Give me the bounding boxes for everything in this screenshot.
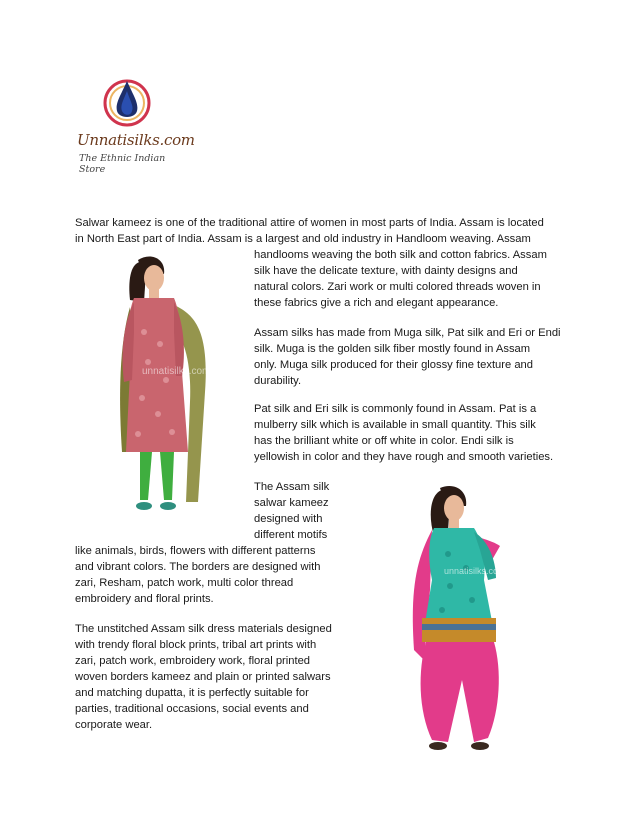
text-line: designed with <box>254 513 323 525</box>
text-line: different motifs <box>254 529 328 541</box>
text-line: these fabrics give a rich and elegant appearance. <box>254 297 499 309</box>
text-line: and vibrant colors. The borders are designed with <box>75 561 321 573</box>
logo-tagline: The Ethnic Indian Store <box>79 153 166 175</box>
text-line: The unstitched Assam silk dress materials designed <box>75 623 332 635</box>
text-line: has the brilliant white or off white in color. Endi silk is <box>254 435 514 447</box>
text-line: durability. <box>254 375 302 387</box>
logo-brand-text: Unnatisilks.com <box>77 131 195 149</box>
text-line: Assam silks has made from Muga silk, Pat silk and Eri or Endi <box>254 327 561 339</box>
text-line: mulberry silk which is available in small quantity. This silk <box>254 419 536 431</box>
text-line: embroidery and floral prints. <box>75 593 214 605</box>
left-image-watermark: unnatisilks.com <box>142 366 211 377</box>
text-line: silk have the delicate texture, with dainty designs and <box>254 265 518 277</box>
text-line: Pat silk and Eri silk is commonly found in Assam. Pat is a <box>254 403 537 415</box>
text-line: only. Muga silk produced for their glossy fine texture and <box>254 359 534 371</box>
text-line: with trendy floral block prints, tribal art prints with <box>75 639 317 651</box>
text-line: handlooms weaving the both silk and cotton fabrics. Assam <box>254 249 547 261</box>
right-model-image <box>392 480 512 770</box>
intro-line: Salwar kameez is one of the traditional attire of women in most parts of India. Assam is located <box>75 217 544 229</box>
text-line: woven borders kameez and plain or printed salwars <box>75 671 331 683</box>
text-line: The Assam silk <box>254 481 330 493</box>
text-line: like animals, birds, flowers with different patterns <box>75 545 316 557</box>
text-line: zari, patch work, embroidery work, floral printed <box>75 655 311 667</box>
right-image-watermark: unnatisilks.com <box>444 566 506 576</box>
left-model-image <box>100 252 240 532</box>
intro-line: in North East part of India. Assam is a largest and old industry in Handloom weaving. Assam <box>75 233 531 245</box>
text-line: corporate wear. <box>75 719 153 731</box>
text-line: salwar kameez <box>254 497 329 509</box>
text-line: and matching dupatta, it is perfectly suitable for <box>75 687 309 699</box>
text-line: zari, Resham, patch work, multi color thread <box>75 577 294 589</box>
text-line: silk. Muga is the golden silk fiber mostly found in Assam <box>254 343 531 355</box>
text-line: yellowish in color and they have rough and smooth varieties. <box>254 451 554 463</box>
logo-drop-icon <box>75 75 179 131</box>
text-line: natural colors. Zari work or multi colored threads woven in <box>254 281 541 293</box>
text-line: parties, traditional occasions, social events and <box>75 703 309 715</box>
store-logo <box>75 75 195 175</box>
